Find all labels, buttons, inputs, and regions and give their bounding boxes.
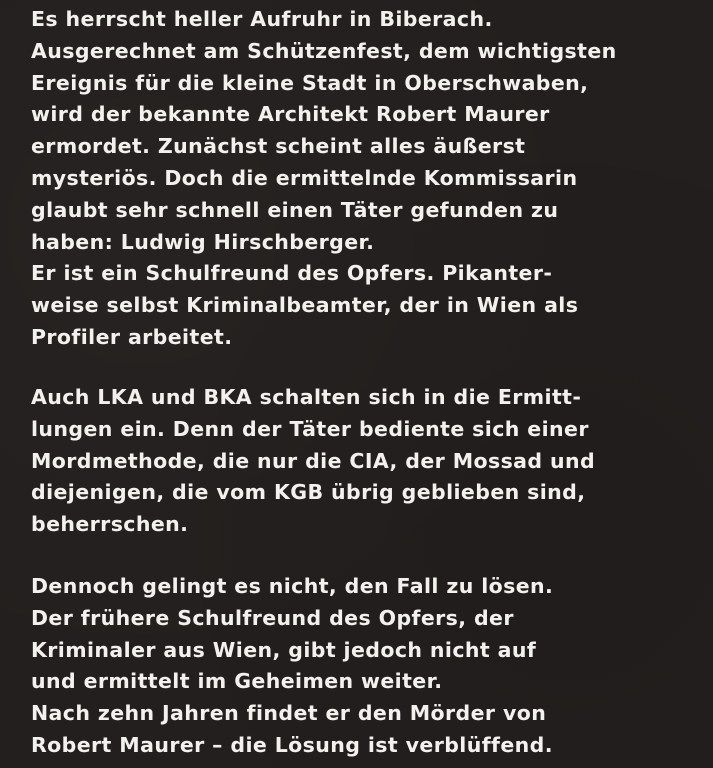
text-line: Robert Maurer – die Lösung ist verblüffend. <box>31 732 553 757</box>
text-line: ermordet. Zunächst scheint alles äußerst <box>31 134 526 159</box>
text-line: Dennoch gelingt es nicht, den Fall zu lösen. <box>31 574 554 598</box>
text-line: Es herrscht heller Aufruhr in Biberach. <box>31 7 493 31</box>
text-line: glaubt sehr schnell einen Täter gefunden zu <box>31 197 559 222</box>
text-line: lungen ein. Denn der Täter bediente sich einer <box>31 416 589 441</box>
text-line: mysteriös. Doch die ermittelnde Kommissarin <box>31 165 578 190</box>
text-line: Ausgerechnet am Schützenfest, dem wichtigsten <box>31 38 617 63</box>
paragraph-3 <box>31 571 553 762</box>
text-line: weise selbst Kriminalbeamter, der in Wien als <box>31 293 579 318</box>
paragraph-2 <box>31 382 595 541</box>
text-line: Auch LKA und BKA schalten sich in die Ermitt- <box>31 385 582 409</box>
text-line: wird der bekannte Architekt Robert Maurer <box>31 102 550 127</box>
text-line: Mordmethode, die nur die CIA, der Mossad und <box>31 448 596 473</box>
paragraph-1 <box>31 4 617 354</box>
text-line: Profiler arbeitet. <box>31 324 233 349</box>
text-line: Kriminaler aus Wien, gibt jedoch nicht auf <box>31 637 537 662</box>
text-line: Ereignis für die kleine Stadt in Oberschwaben, <box>31 70 589 95</box>
text-line: diejenigen, die vom KGB übrig geblieben sind, <box>31 480 586 505</box>
text-line: Er ist ein Schulfreund des Opfers. Pikanter- <box>31 261 553 286</box>
text-line: beherrschen. <box>31 512 189 537</box>
text-line: haben: Ludwig Hirschberger. <box>31 229 375 254</box>
text-line: Nach zehn Jahren findet er den Mörder von <box>31 701 547 726</box>
text-line: Der frühere Schulfreund des Opfers, der <box>31 605 514 630</box>
text-line: und ermittelt im Geheimen weiter. <box>31 669 443 694</box>
